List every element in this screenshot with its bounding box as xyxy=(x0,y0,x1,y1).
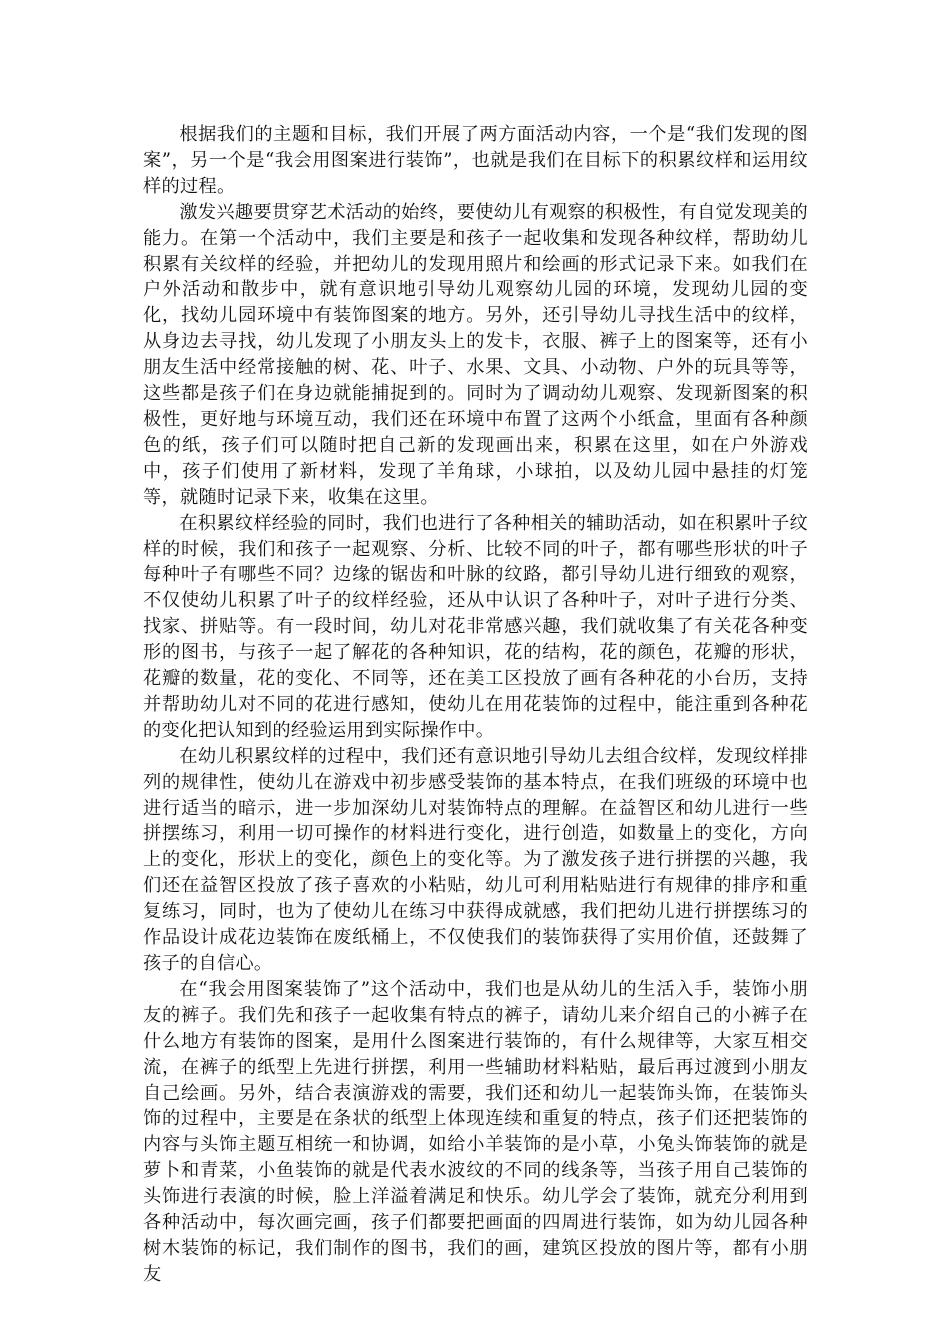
paragraph-4: 在幼儿积累纹样的过程中，我们还有意识地引导幼儿去组合纹样，发现纹样排列的规律性，使幼儿在游戏中初步感受装饰的基本特点，在我们班级的环境中也进行适当的暗示，进一步加深幼儿对装饰特点的理解。在益智区和幼儿进行一些拼摆练习，利用一切可操作的材料进行变化，进行创造，如数量上的变化，方向上的变化，形状上的变化，颜色上的变化等。为了激发孩子进行拼摆的兴趣，我们还在益智区投放了孩子喜欢的小粘贴，幼儿可利用粘贴进行有规律的排序和重复练习，同时，也为了使幼儿在练习中获得成就感，我们把幼儿进行拼摆练习的作品设计成花边装饰在废纸桶上，不仅使我们的装饰获得了实用价值，还鼓舞了孩子的自信心。 xyxy=(143,745,808,974)
paragraph-5: 在“我会用图案装饰了”这个活动中，我们也是从幼儿的生活入手，装饰小朋友的裤子。我们先和孩子一起收集有特点的裤子，请幼儿来介绍自己的小裤子在什么地方有装饰的图案，是用什么图案进行装饰的，有什么规律等，大家互相交流，在裤子的纸型上先进行拼摆，利用一些辅助材料粘贴，最后再过渡到小朋友自己绘画。另外，结合表演游戏的需要，我们还和幼儿一起装饰头饰，在装饰头饰的过程中，主要是在条状的纸型上体现连续和重复的特点，孩子们还把装饰的内容与头饰主题互相统一和协调，如给小羊装饰的是小草，小兔头饰装饰的就是萝卜和青菜，小鱼装饰的就是代表水波纹的不同的线条等，当孩子用自己装饰的头饰进行表演的时候，脸上洋溢着满足和快乐。幼儿学会了装饰，就充分利用到各种活动中，每次画完画，孩子们都要把画面的四周进行装饰，如为幼儿园各种树木装饰的标记，我们制作的图书，我们的画，建筑区投放的图片等，都有小朋友 xyxy=(143,978,808,1285)
paragraph-3: 在积累纹样经验的同时，我们也进行了各种相关的辅助活动，如在积累叶子纹样的时候，我们和孩子一起观察、分析、比较不同的叶子，都有哪些形状的叶子每种叶子有哪些不同？边缘的锯齿和叶脉的纹路，都引导幼儿进行细致的观察，不仅使幼儿积累了叶子的纹样经验，还从中认识了各种叶子，对叶子进行分类、找家、拼贴等。有一段时间，幼儿对花非常感兴趣，我们就收集了有关花各种变形的图书，与孩子一起了解花的各种知识，花的结构，花的颜色，花瓣的形状，花瓣的数量，花的变化、不同等，还在美工区投放了画有各种花的小台历，支持并帮助幼儿对不同的花进行感知，使幼儿在用花装饰的过程中，能注重到各种花的变化把认知到的经验运用到实际操作中。 xyxy=(143,512,808,741)
paragraph-1: 根据我们的主题和目标，我们开展了两方面活动内容，一个是“我们发现的图案”，另一个是“我会用图案进行装饰”，也就是我们在目标下的积累纹样和运用纹样的过程。 xyxy=(143,124,808,197)
document-body xyxy=(143,122,808,1288)
paragraph-2: 激发兴趣要贯穿艺术活动的始终，要使幼儿有观察的积极性，有自觉发现美的能力。在第一个活动中，我们主要是和孩子一起收集和发现各种纹样，帮助幼儿积累有关纹样的经验，并把幼儿的发现用照片和绘画的形式记录下来。如我们在户外活动和散步中，就有意识地引导幼儿观察幼儿园的环境，发现幼儿园的变化，找幼儿园环境中有装饰图案的地方。另外，还引导幼儿寻找生活中的纹样，从身边去寻找，幼儿发现了小朋友头上的发卡，衣服、裤子上的图案等，还有小朋友生活中经常接触的树、花、叶子、水果、文具、小动物、户外的玩具等等，这些都是孩子们在身边就能捕捉到的。同时为了调动幼儿观察、发现新图案的积极性，更好地与环境互动，我们还在环境中布置了这两个小纸盒，里面有各种颜色的纸，孩子们可以随时把自己新的发现画出来，积累在这里，如在户外游戏中，孩子们使用了新材料，发现了羊角球，小球拍，以及幼儿园中悬挂的灯笼等，就随时记录下来，收集在这里。 xyxy=(143,201,808,508)
